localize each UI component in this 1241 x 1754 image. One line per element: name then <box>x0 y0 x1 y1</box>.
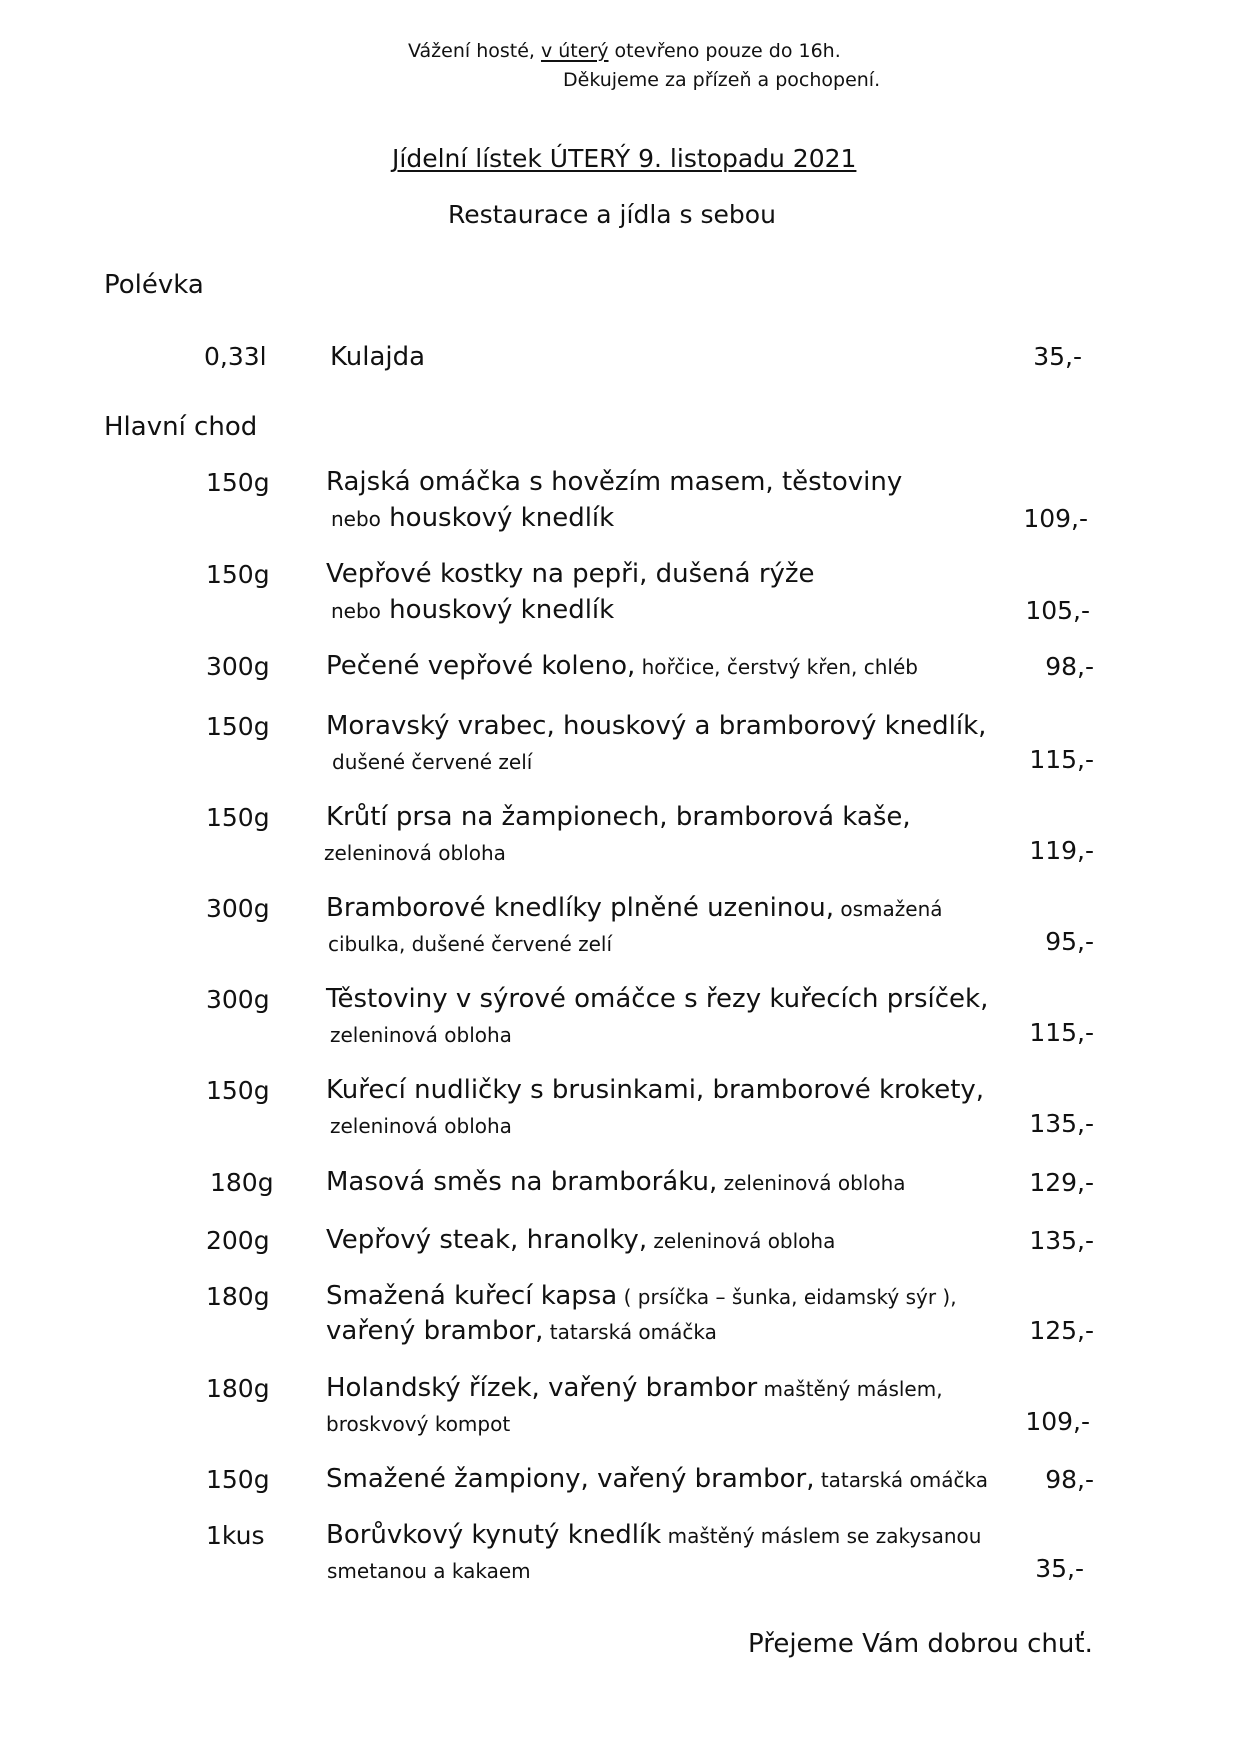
item-price: 109,- <box>1023 504 1088 533</box>
item-side-note: hořčice, čerstvý křen, chléb <box>635 655 918 679</box>
item-price: 125,- <box>1029 1316 1094 1345</box>
item-name-main: Masová směs na bramboráku, <box>326 1167 718 1197</box>
item-name: Rajská omáčka s hovězím masem, těstoviny <box>326 467 903 497</box>
item-name-main: Borůvkový kynutý knedlík <box>326 1520 662 1550</box>
item-side-note: ( prsíčka – šunka, eidamský sýr ), <box>617 1285 957 1309</box>
item-price: 119,- <box>1029 836 1094 865</box>
item-side-note: zeleninová obloha <box>717 1171 906 1195</box>
closing-greeting: Přejeme Vám dobrou chuť. <box>748 1629 1093 1659</box>
item-name: Kuřecí nudličky s brusinkami, bramborové krokety, <box>326 1075 985 1105</box>
item-price: 115,- <box>1029 1018 1094 1047</box>
item-name <box>326 1464 988 1494</box>
item-name <box>326 1167 906 1197</box>
item-weight: 180g <box>206 1374 270 1403</box>
soup-weight: 0,33l <box>204 342 267 371</box>
item-name: Krůtí prsa na žampionech, bramborová kaše, <box>326 802 911 832</box>
soup-name: Kulajda <box>330 342 426 372</box>
item-name <box>326 893 943 923</box>
item-side-note: nebo <box>331 507 381 531</box>
item-name-main: Holandský řízek, vařený brambor <box>326 1373 758 1403</box>
item-side-note: zeleninová obloha <box>330 1023 512 1047</box>
item-weight: 1kus <box>206 1521 265 1550</box>
item-weight: 200g <box>206 1226 270 1255</box>
item-name <box>326 1373 943 1403</box>
item-price: 135,- <box>1029 1226 1094 1255</box>
item-name <box>326 1281 957 1311</box>
item-name <box>326 1520 981 1550</box>
item-weight: 150g <box>206 1076 270 1105</box>
item-name: Těstoviny v sýrové omáčce s řezy kuřecích prsíček, <box>326 984 989 1014</box>
item-side-note: tatarská omáčka <box>543 1320 717 1344</box>
item-side-note: smetanou a kakaem <box>327 1559 531 1583</box>
item-weight: 150g <box>206 712 270 741</box>
closing-notice-line1 <box>408 36 841 66</box>
item-name-main: Vepřový steak, hranolky, <box>326 1225 648 1255</box>
item-weight: 150g <box>206 468 270 497</box>
item-side-main: houskový knedlík <box>380 503 615 533</box>
notice-thanks: Děkujeme za přízeň a pochopení. <box>563 69 881 91</box>
item-name-main: Smažená kuřecí kapsa <box>326 1281 618 1311</box>
item-side-note: tatarská omáčka <box>814 1468 988 1492</box>
page-title: Jídelní lístek ÚTERÝ 9. listopadu 2021 <box>392 144 857 173</box>
item-weight: 300g <box>206 894 270 923</box>
item-weight: 180g <box>210 1168 274 1197</box>
section-heading-main: Hlavní chod <box>104 412 258 442</box>
item-line2 <box>331 595 614 625</box>
notice-day-underlined: v úterý <box>540 40 609 62</box>
page-subtitle: Restaurace a jídla s sebou <box>448 200 776 229</box>
item-weight: 300g <box>206 985 270 1014</box>
item-name-main: Bramborové knedlíky plněné uzeninou, <box>326 893 835 923</box>
item-price: 105,- <box>1025 596 1090 625</box>
item-name <box>326 1225 835 1255</box>
item-side-note: dušené červené zelí <box>332 750 533 774</box>
item-side-note: broskvový kompot <box>326 1412 511 1436</box>
item-price: 35,- <box>1035 1554 1084 1583</box>
item-side-note: zeleninová obloha <box>324 841 506 865</box>
item-price: 115,- <box>1029 745 1094 774</box>
soup-price: 35,- <box>1033 342 1082 371</box>
item-weight: 300g <box>206 652 270 681</box>
item-side-note: maštěný máslem se zakysanou <box>661 1524 982 1548</box>
item-side-note: osmažená <box>834 897 943 921</box>
item-name-main: Pečené vepřové koleno, <box>326 651 636 681</box>
item-price: 135,- <box>1029 1109 1094 1138</box>
item-name <box>326 651 918 681</box>
item-side-note: cibulka, dušené červené zelí <box>328 932 613 956</box>
item-side-main: houskový knedlík <box>380 595 615 625</box>
item-side-note: maštěný máslem, <box>757 1377 943 1401</box>
item-name: Vepřové kostky na pepři, dušená rýže <box>326 559 815 589</box>
item-weight: 180g <box>206 1282 270 1311</box>
notice-prefix: Vážení hosté, <box>408 40 541 62</box>
item-price: 98,- <box>1045 652 1094 681</box>
item-weight: 150g <box>206 803 270 832</box>
item-line2 <box>331 503 614 533</box>
section-heading-soup: Polévka <box>104 270 204 300</box>
item-price: 109,- <box>1025 1407 1090 1436</box>
item-weight: 150g <box>206 560 270 589</box>
item-side-main: vařený brambor, <box>326 1316 544 1346</box>
item-name-main: Smažené žampiony, vařený brambor, <box>326 1464 815 1494</box>
item-side-note: nebo <box>331 599 381 623</box>
item-price: 129,- <box>1029 1168 1094 1197</box>
item-weight: 150g <box>206 1465 270 1494</box>
item-price: 95,- <box>1045 927 1094 956</box>
item-price: 98,- <box>1045 1465 1094 1494</box>
notice-suffix: otevřeno pouze do 16h. <box>608 40 841 62</box>
item-side-note: zeleninová obloha <box>647 1229 836 1253</box>
item-side-note: zeleninová obloha <box>330 1114 512 1138</box>
item-line2 <box>326 1316 717 1346</box>
item-name: Moravský vrabec, houskový a bramborový knedlík, <box>326 711 987 741</box>
